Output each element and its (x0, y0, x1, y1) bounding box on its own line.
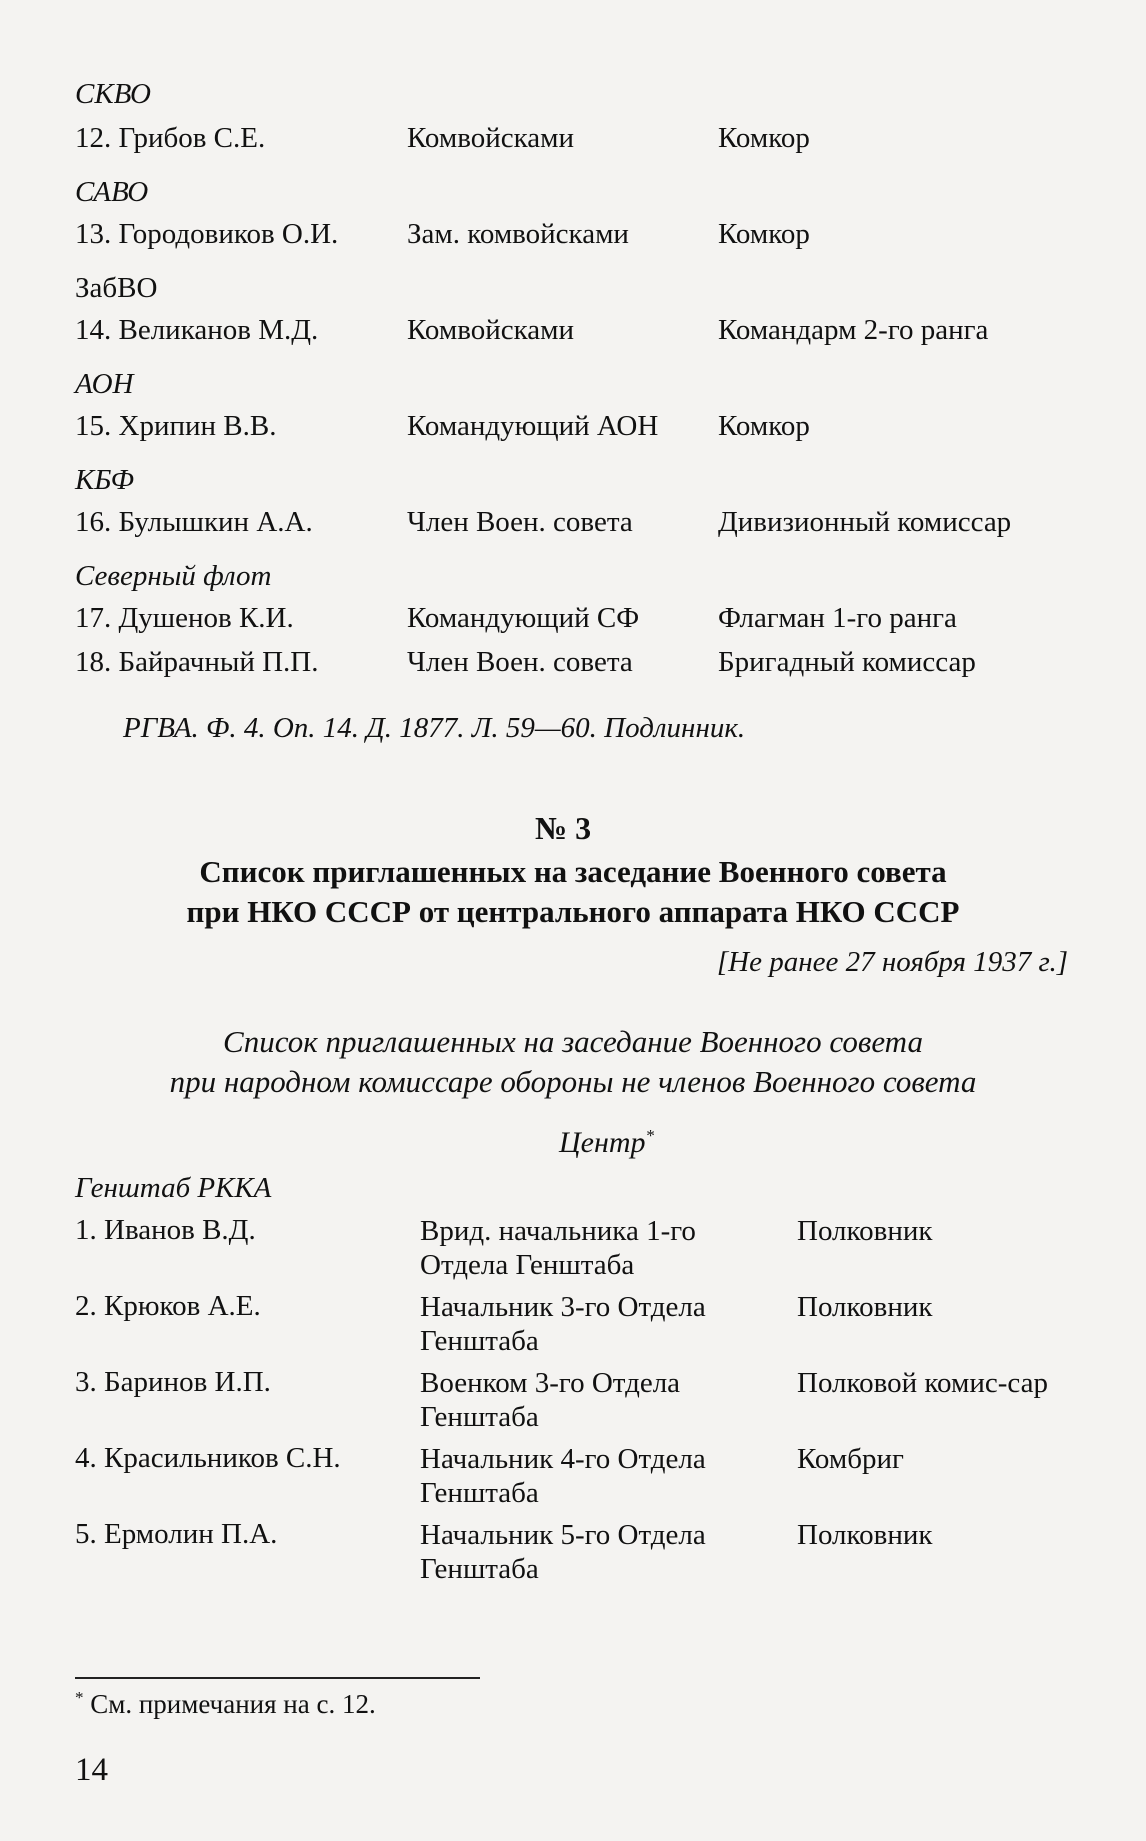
person-rank: Комкор (718, 410, 810, 442)
person-rank: Комкор (718, 122, 810, 154)
section-label-zabvo: ЗабВО (75, 272, 158, 304)
person-position: Комвойсками (407, 314, 574, 346)
person-name: 3. Баринов И.П. (75, 1366, 271, 1398)
group-label-general-staff: Генштаб РККА (75, 1172, 272, 1204)
person-position: Командующий СФ (407, 602, 640, 634)
person-rank: Комбриг (797, 1443, 904, 1475)
person-position: Член Воен. совета (407, 646, 633, 678)
person-position: Врид. начальника 1-го Отдела Генштаба (420, 1215, 696, 1281)
person-position: Начальник 4-го Отдела Генштаба (420, 1443, 706, 1509)
person-rank: Бригадный комиссар (718, 646, 976, 678)
footnote-marker: * (645, 1126, 655, 1145)
person-position: Военком 3-го Отдела Генштаба (420, 1367, 681, 1433)
subtitle-line-2: при народном комиссаре обороны не членов Военного совета (169, 1064, 977, 1099)
section-label-savo: САВО (75, 176, 149, 208)
person-rank: Комкор (718, 218, 810, 250)
person-rank: Полковник (797, 1291, 933, 1323)
person-name: 16. Булышкин А.А. (75, 506, 313, 538)
person-name: 13. Городовиков О.И. (75, 218, 339, 250)
table-row (75, 506, 1075, 546)
footnote-divider (75, 1677, 480, 1679)
person-rank: Полковник (797, 1215, 933, 1247)
subtitle-line-1: Список приглашенных на заседание Военного совета (223, 1024, 923, 1059)
footnote (75, 1688, 376, 1720)
person-rank: Дивизионный комиссар (718, 506, 1012, 538)
person-name: 2. Крюков А.Е. (75, 1290, 261, 1322)
document-title-line-2: при НКО СССР от центрального аппарата НКО СССР (186, 894, 960, 929)
center-heading (559, 1126, 654, 1160)
table-row (75, 410, 1075, 450)
table-row (75, 646, 1075, 686)
page-number: 14 (75, 1752, 108, 1788)
person-rank: Полковой комис-сар (797, 1367, 1048, 1399)
document-title-line-1: Список приглашенных на заседание Военного совета (199, 854, 947, 889)
person-rank: Флагман 1-го ранга (718, 602, 957, 634)
person-name: 17. Душенов К.И. (75, 602, 294, 634)
person-position: Командующий АОН (407, 410, 659, 442)
document-number: № 3 (535, 810, 592, 846)
person-name: 18. Байрачный П.П. (75, 646, 319, 678)
footnote-text: См. примечания на с. 12. (90, 1689, 376, 1719)
archive-source: РГВА. Ф. 4. Оп. 14. Д. 1877. Л. 59—60. Подлинник. (123, 712, 746, 744)
person-name: 14. Великанов М.Д. (75, 314, 319, 346)
person-name: 4. Красильников С.Н. (75, 1442, 341, 1474)
section-label-aon: АОН (75, 368, 134, 400)
section-label-kbf: КБФ (75, 464, 134, 496)
table-row (75, 314, 1075, 354)
person-rank: Командарм 2-го ранга (718, 314, 989, 346)
person-name: 15. Хрипин В.В. (75, 410, 277, 442)
person-name: 1. Иванов В.Д. (75, 1214, 256, 1246)
table-row (75, 218, 1075, 258)
center-label: Центр (559, 1126, 646, 1159)
person-name: 5. Ермолин П.А. (75, 1518, 278, 1550)
person-position: Комвойсками (407, 122, 574, 154)
person-position: Зам. комвойсками (407, 218, 629, 250)
section-label-skvo: СКВО (75, 78, 151, 110)
table-row (75, 602, 1075, 642)
person-name: 12. Грибов С.Е. (75, 122, 266, 154)
table-row (75, 122, 1075, 162)
footnote-mark: * (75, 1688, 84, 1707)
person-position: Член Воен. совета (407, 506, 633, 538)
person-position: Начальник 5-го Отдела Генштаба (420, 1519, 706, 1585)
section-label-northern-fleet: Северный флот (75, 560, 272, 592)
person-rank: Полковник (797, 1519, 933, 1551)
person-position: Начальник 3-го Отдела Генштаба (420, 1291, 706, 1357)
document-date: [Не ранее 27 ноября 1937 г.] (716, 946, 1068, 978)
